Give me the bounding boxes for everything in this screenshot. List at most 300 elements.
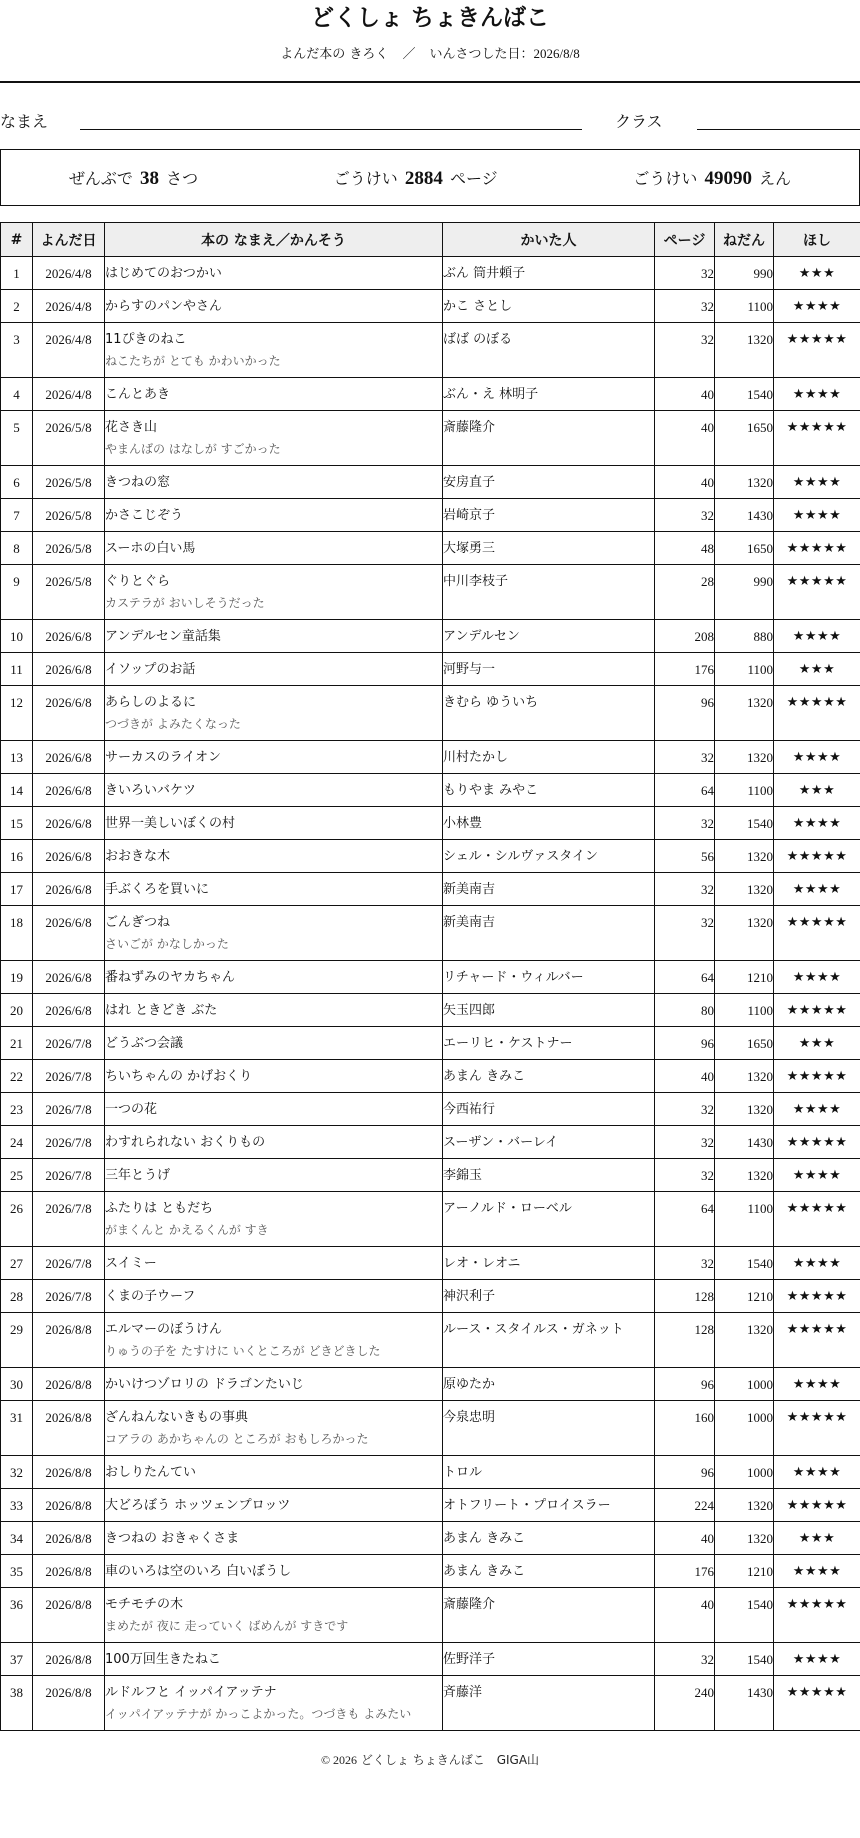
book-impression: ねこたちが とても かわいかった: [105, 354, 281, 368]
page-count: 32: [655, 1247, 715, 1280]
book-title: ちいちゃんの かげおくり: [105, 1069, 253, 1084]
row-number: 6: [1, 466, 33, 499]
book-impression: つづきが よみたくなった: [105, 717, 241, 731]
book-title-cell: [105, 1588, 443, 1643]
book-title: ごんぎつね: [105, 915, 171, 930]
row-number: 9: [1, 565, 33, 620]
read-date: 2026/7/8: [33, 1027, 105, 1060]
page-count: 80: [655, 994, 715, 1027]
author: ルース・スタイルス・ガネット: [443, 1313, 655, 1368]
book-title: 一つの花: [105, 1102, 158, 1117]
author: エーリヒ・ケストナー: [443, 1027, 655, 1060]
read-date: 2026/8/8: [33, 1401, 105, 1456]
star-rating: ★★★★: [774, 290, 860, 323]
price: 1430: [715, 499, 774, 532]
row-number: 31: [1, 1401, 33, 1456]
table-row: [1, 1456, 860, 1489]
author: 大塚勇三: [443, 532, 655, 565]
row-number: 16: [1, 840, 33, 873]
book-title-cell: [105, 499, 443, 532]
book-title: 大どろぼう ホッツェンプロッツ: [105, 1498, 291, 1513]
page-count: 176: [655, 1555, 715, 1588]
read-date: 2026/5/8: [33, 565, 105, 620]
page-count: 32: [655, 1643, 715, 1676]
book-impression: コアラの あかちゃんの ところが おもしろかった: [105, 1432, 369, 1446]
book-title: ぐりとぐら: [105, 574, 171, 589]
author: あまん きみこ: [443, 1060, 655, 1093]
col-header-pages: ページ: [655, 223, 715, 257]
star-rating: ★★★★: [774, 1368, 860, 1401]
book-title: モチモチの木: [105, 1597, 184, 1612]
book-title: ルドルフと イッパイアッテナ: [105, 1685, 277, 1700]
book-title-cell: [105, 1401, 443, 1456]
book-title: きいろいバケツ: [105, 783, 196, 798]
author: 今西祐行: [443, 1093, 655, 1126]
table-row: [1, 1588, 860, 1643]
author: 中川李枝子: [443, 565, 655, 620]
page-count: 32: [655, 257, 715, 290]
book-title-cell: [105, 1093, 443, 1126]
table-row: [1, 290, 860, 323]
read-date: 2026/7/8: [33, 1060, 105, 1093]
book-title-cell: [105, 961, 443, 994]
row-number: 37: [1, 1643, 33, 1676]
page-count: 128: [655, 1280, 715, 1313]
read-date: 2026/8/8: [33, 1643, 105, 1676]
page-count: 32: [655, 1159, 715, 1192]
summary-books: [69, 166, 198, 190]
author: 今泉忠明: [443, 1401, 655, 1456]
table-row: [1, 411, 860, 466]
book-title-cell: [105, 906, 443, 961]
star-rating: ★★★★: [774, 1456, 860, 1489]
page-count: 32: [655, 1126, 715, 1159]
book-title-cell: [105, 1368, 443, 1401]
table-row: [1, 1060, 860, 1093]
read-date: 2026/4/8: [33, 378, 105, 411]
author: あまん きみこ: [443, 1555, 655, 1588]
row-number: 26: [1, 1192, 33, 1247]
reading-log-table: [0, 222, 860, 1731]
table-row: [1, 1401, 860, 1456]
book-title-cell: [105, 653, 443, 686]
read-date: 2026/6/8: [33, 686, 105, 741]
read-date: 2026/4/8: [33, 323, 105, 378]
book-title-cell: [105, 466, 443, 499]
table-row: [1, 378, 860, 411]
price: 1100: [715, 994, 774, 1027]
book-title: どうぶつ会議: [105, 1036, 184, 1051]
star-rating: ★★★★★: [774, 1060, 860, 1093]
book-title: 花さき山: [105, 420, 158, 435]
page-count: 176: [655, 653, 715, 686]
page-count: 40: [655, 1522, 715, 1555]
read-date: 2026/8/8: [33, 1313, 105, 1368]
read-date: 2026/4/8: [33, 257, 105, 290]
read-date: 2026/8/8: [33, 1456, 105, 1489]
author: 小林豊: [443, 807, 655, 840]
footer-text: どくしょ ちょきんばこ GIGA山: [360, 1753, 540, 1767]
footer: [0, 1751, 860, 1768]
price: 1320: [715, 873, 774, 906]
author: 岩崎京子: [443, 499, 655, 532]
star-rating: ★★★★★: [774, 994, 860, 1027]
star-rating: ★★★★★: [774, 686, 860, 741]
read-date: 2026/6/8: [33, 620, 105, 653]
author: 矢玉四郎: [443, 994, 655, 1027]
table-row: [1, 499, 860, 532]
table-row: [1, 906, 860, 961]
book-title: サーカスのライオン: [105, 750, 221, 765]
read-date: 2026/6/8: [33, 653, 105, 686]
book-title: ざんねんないきもの事典: [105, 1410, 249, 1425]
table-row: [1, 565, 860, 620]
row-number: 18: [1, 906, 33, 961]
author: 斉藤洋: [443, 1676, 655, 1731]
page-count: 32: [655, 807, 715, 840]
price: 1000: [715, 1401, 774, 1456]
book-title-cell: [105, 1522, 443, 1555]
star-rating: ★★★★★: [774, 1489, 860, 1522]
price: 1650: [715, 532, 774, 565]
book-title-cell: [105, 1555, 443, 1588]
book-title-cell: [105, 741, 443, 774]
author: オトフリート・プロイスラー: [443, 1489, 655, 1522]
page-count: 40: [655, 466, 715, 499]
row-number: 13: [1, 741, 33, 774]
author: もりやま みやこ: [443, 774, 655, 807]
table-row: [1, 1522, 860, 1555]
page-count: 224: [655, 1489, 715, 1522]
star-rating: ★★★★: [774, 1555, 860, 1588]
star-rating: ★★★★★: [774, 1588, 860, 1643]
read-date: 2026/7/8: [33, 1093, 105, 1126]
author: アーノルド・ローベル: [443, 1192, 655, 1247]
star-rating: ★★★★★: [774, 411, 860, 466]
price: 1320: [715, 906, 774, 961]
page-count: 160: [655, 1401, 715, 1456]
book-title-cell: [105, 873, 443, 906]
author: ぶん・え 林明子: [443, 378, 655, 411]
read-date: 2026/6/8: [33, 873, 105, 906]
read-date: 2026/5/8: [33, 499, 105, 532]
table-row: [1, 653, 860, 686]
price: 1210: [715, 1280, 774, 1313]
book-title: かいけつゾロリの ドラゴンたいじ: [105, 1377, 304, 1392]
read-date: 2026/8/8: [33, 1676, 105, 1731]
book-title: 11ぴきのねこ: [105, 332, 187, 347]
table-row: [1, 1676, 860, 1731]
row-number: 8: [1, 532, 33, 565]
star-rating: ★★★★★: [774, 906, 860, 961]
page-count: 32: [655, 906, 715, 961]
price: 1650: [715, 1027, 774, 1060]
read-date: 2026/6/8: [33, 994, 105, 1027]
price: 1540: [715, 378, 774, 411]
author: アンデルセン: [443, 620, 655, 653]
price: 1540: [715, 1588, 774, 1643]
book-title: あらしのよるに: [105, 695, 197, 710]
price: 1540: [715, 1643, 774, 1676]
row-number: 5: [1, 411, 33, 466]
book-title: 車のいろは空のいろ 白いぼうし: [105, 1564, 292, 1579]
star-rating: ★★★★★: [774, 1192, 860, 1247]
book-title: イソップのお話: [105, 662, 196, 677]
book-title: はれ ときどき ぶた: [105, 1003, 218, 1018]
table-row: [1, 840, 860, 873]
page-count: 96: [655, 1368, 715, 1401]
star-rating: ★★★★: [774, 466, 860, 499]
book-title-cell: [105, 1489, 443, 1522]
price: 1320: [715, 1489, 774, 1522]
book-title-cell: [105, 686, 443, 741]
author: リチャード・ウィルバー: [443, 961, 655, 994]
row-number: 29: [1, 1313, 33, 1368]
name-class-row: [0, 83, 860, 149]
table-row: [1, 774, 860, 807]
book-title-cell: [105, 532, 443, 565]
author: 佐野洋子: [443, 1643, 655, 1676]
author: かこ さとし: [443, 290, 655, 323]
author: 斎藤隆介: [443, 411, 655, 466]
book-title: くまの子ウーフ: [105, 1289, 196, 1304]
book-title-cell: [105, 1247, 443, 1280]
book-title-cell: [105, 257, 443, 290]
price: 1320: [715, 466, 774, 499]
table-row: [1, 961, 860, 994]
book-title-cell: [105, 840, 443, 873]
book-title: スイミー: [105, 1256, 157, 1271]
row-number: 33: [1, 1489, 33, 1522]
author: 李錦玉: [443, 1159, 655, 1192]
star-rating: ★★★★: [774, 1093, 860, 1126]
summary-pages: [334, 166, 498, 190]
row-number: 32: [1, 1456, 33, 1489]
table-row: [1, 1313, 860, 1368]
page-count: 56: [655, 840, 715, 873]
star-rating: ★★★★: [774, 1643, 860, 1676]
row-number: 3: [1, 323, 33, 378]
summary-books-prefix: ぜんぶで: [68, 168, 133, 188]
read-date: 2026/8/8: [33, 1588, 105, 1643]
row-number: 2: [1, 290, 33, 323]
book-title-cell: [105, 1676, 443, 1731]
table-row: [1, 741, 860, 774]
table-row: [1, 1368, 860, 1401]
page-count: 40: [655, 1588, 715, 1643]
read-date: 2026/7/8: [33, 1159, 105, 1192]
summary-yen-total: 49090: [704, 167, 753, 189]
book-title-cell: [105, 411, 443, 466]
row-number: 30: [1, 1368, 33, 1401]
price: 1100: [715, 653, 774, 686]
price: 1320: [715, 741, 774, 774]
star-rating: ★★★★: [774, 807, 860, 840]
price: 990: [715, 565, 774, 620]
star-rating: ★★★★★: [774, 1676, 860, 1731]
row-number: 25: [1, 1159, 33, 1192]
page-count: 32: [655, 1093, 715, 1126]
star-rating: ★★★★: [774, 873, 860, 906]
star-rating: ★★★★: [774, 620, 860, 653]
price: 1430: [715, 1676, 774, 1731]
name-label: なまえ: [0, 112, 49, 131]
book-title-cell: [105, 807, 443, 840]
row-number: 19: [1, 961, 33, 994]
table-row: [1, 1555, 860, 1588]
row-number: 17: [1, 873, 33, 906]
author: 河野与一: [443, 653, 655, 686]
book-impression: さいごが かなしかった: [105, 937, 229, 951]
row-number: 34: [1, 1522, 33, 1555]
page-count: 32: [655, 741, 715, 774]
row-number: 21: [1, 1027, 33, 1060]
star-rating: ★★★★: [774, 378, 860, 411]
star-rating: ★★★: [774, 1027, 860, 1060]
book-title: エルマーのぼうけん: [105, 1322, 223, 1337]
table-row: [1, 1093, 860, 1126]
table-row: [1, 1192, 860, 1247]
read-date: 2026/4/8: [33, 290, 105, 323]
row-number: 27: [1, 1247, 33, 1280]
table-row: [1, 1489, 860, 1522]
star-rating: ★★★: [774, 774, 860, 807]
book-title: 手ぶくろを買いに: [105, 882, 210, 897]
table-row: [1, 257, 860, 290]
author: レオ・レオニ: [443, 1247, 655, 1280]
book-title-cell: [105, 1456, 443, 1489]
summary-yen: [633, 166, 791, 190]
row-number: 23: [1, 1093, 33, 1126]
book-impression: イッパイアッテナが かっこよかった。つづきも よみたい: [105, 1707, 412, 1721]
price: 1430: [715, 1126, 774, 1159]
row-number: 10: [1, 620, 33, 653]
price: 1320: [715, 1159, 774, 1192]
page-count: 96: [655, 686, 715, 741]
book-impression: カステラが おいしそうだった: [105, 596, 265, 610]
read-date: 2026/5/8: [33, 411, 105, 466]
table-row: [1, 686, 860, 741]
page-count: 40: [655, 411, 715, 466]
price: 1320: [715, 323, 774, 378]
book-title: おおきな木: [105, 849, 171, 864]
summary-box: [0, 149, 860, 206]
summary-books-unit: さつ: [166, 168, 199, 188]
col-header-stars: ほし: [774, 223, 860, 257]
class-label: クラス: [615, 112, 663, 131]
author: 川村たかし: [443, 741, 655, 774]
row-number: 12: [1, 686, 33, 741]
star-rating: ★★★: [774, 1522, 860, 1555]
author: きむら ゆういち: [443, 686, 655, 741]
star-rating: ★★★★: [774, 741, 860, 774]
read-date: 2026/7/8: [33, 1126, 105, 1159]
book-title: 三年とうげ: [105, 1168, 171, 1183]
author: スーザン・バーレイ: [443, 1126, 655, 1159]
price: 1320: [715, 686, 774, 741]
table-row: [1, 1126, 860, 1159]
price: 1100: [715, 1192, 774, 1247]
col-header-title: 本の なまえ／かんそう: [105, 223, 443, 257]
book-title: 番ねずみのヤカちゃん: [105, 970, 236, 985]
read-date: 2026/6/8: [33, 961, 105, 994]
author: 斎藤隆介: [443, 1588, 655, 1643]
subtitle-separator: ／: [402, 47, 416, 62]
book-title: アンデルセン童話集: [105, 629, 221, 644]
star-rating: ★★★★★: [774, 1280, 860, 1313]
summary-pages-prefix: ごうけい: [333, 168, 398, 188]
book-title: わすれられない おくりもの: [105, 1135, 266, 1150]
book-title-cell: [105, 1280, 443, 1313]
row-number: 38: [1, 1676, 33, 1731]
row-number: 14: [1, 774, 33, 807]
book-impression: がまくんと かえるくんが すき: [105, 1223, 269, 1237]
author: あまん きみこ: [443, 1522, 655, 1555]
row-number: 36: [1, 1588, 33, 1643]
read-date: 2026/6/8: [33, 840, 105, 873]
book-title-cell: [105, 1313, 443, 1368]
row-number: 7: [1, 499, 33, 532]
page-count: 40: [655, 1060, 715, 1093]
star-rating: ★★★★: [774, 1159, 860, 1192]
read-date: 2026/5/8: [33, 466, 105, 499]
book-title-cell: [105, 620, 443, 653]
table-row: [1, 873, 860, 906]
star-rating: ★★★★★: [774, 1401, 860, 1456]
page-count: 128: [655, 1313, 715, 1368]
book-title-cell: [105, 1027, 443, 1060]
read-date: 2026/7/8: [33, 1247, 105, 1280]
author: 原ゆたか: [443, 1368, 655, 1401]
price: 1100: [715, 290, 774, 323]
price: 1320: [715, 1093, 774, 1126]
price: 1320: [715, 1522, 774, 1555]
row-number: 35: [1, 1555, 33, 1588]
price: 1540: [715, 1247, 774, 1280]
author: トロル: [443, 1456, 655, 1489]
row-number: 11: [1, 653, 33, 686]
page-count: 32: [655, 323, 715, 378]
book-title-cell: [105, 565, 443, 620]
page-title: どくしょ ちょきんばこ: [310, 5, 549, 31]
star-rating: ★★★: [774, 653, 860, 686]
col-header-date: よんだ日: [33, 223, 105, 257]
row-number: 1: [1, 257, 33, 290]
name-field-line: [80, 129, 582, 130]
page-count: 64: [655, 774, 715, 807]
book-title-cell: [105, 290, 443, 323]
book-title: こんとあき: [105, 387, 171, 402]
book-title-cell: [105, 1192, 443, 1247]
table-row: [1, 1159, 860, 1192]
summary-books-count: 38: [139, 167, 159, 189]
page-count: 32: [655, 290, 715, 323]
book-title-cell: [105, 323, 443, 378]
star-rating: ★★★★: [774, 1247, 860, 1280]
book-title-cell: [105, 1159, 443, 1192]
summary-pages-unit: ページ: [450, 168, 498, 188]
page-count: 240: [655, 1676, 715, 1731]
author: ぶん 筒井頼子: [443, 257, 655, 290]
price: 1320: [715, 840, 774, 873]
price: 1320: [715, 1313, 774, 1368]
price: 1210: [715, 1555, 774, 1588]
table-row: [1, 1643, 860, 1676]
book-title: からすのパンやさん: [105, 299, 223, 314]
author: シェル・シルヴァスタイン: [443, 840, 655, 873]
page-count: 96: [655, 1456, 715, 1489]
author: 神沢利子: [443, 1280, 655, 1313]
